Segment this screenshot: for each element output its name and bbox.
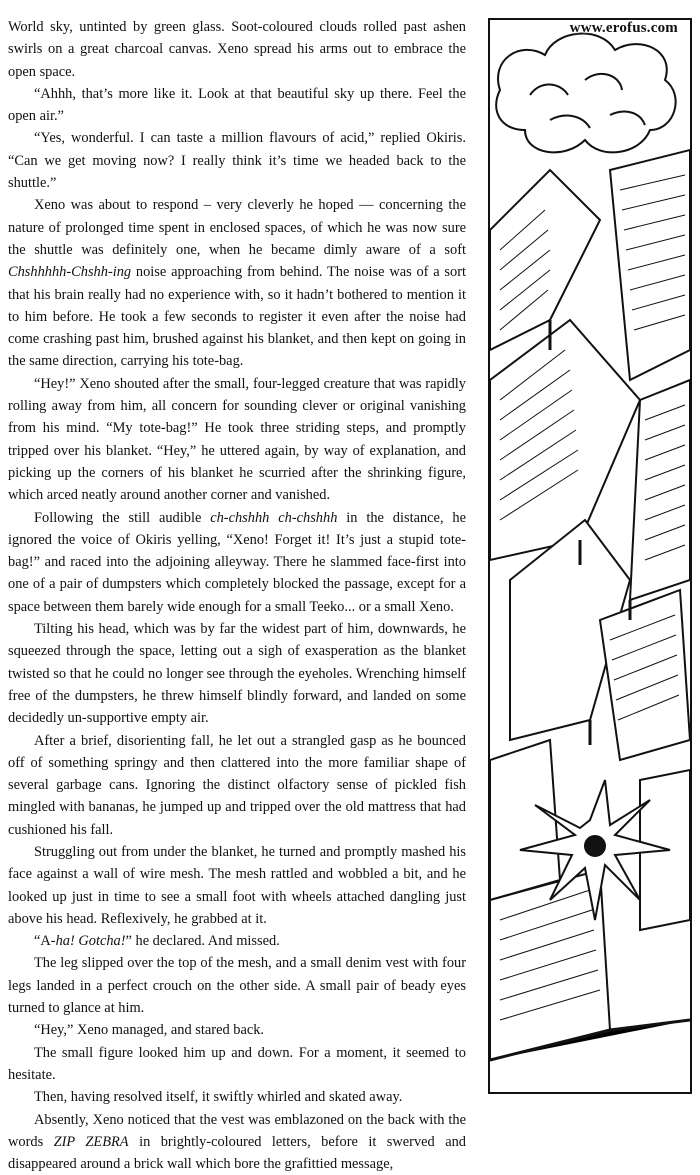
buildings-group bbox=[490, 150, 690, 1060]
story-paragraph bbox=[8, 930, 466, 952]
paragraph-text: Struggling out from under the blanket, he turned and promptly mashed his face against a wall of wire mesh. The mesh rattled and wobbled a bit, and he looked up just in time to see a small foot with wheels attached dangling just above his head. Reflexively, he grabbed at it. bbox=[8, 843, 466, 927]
story-paragraph bbox=[8, 507, 466, 618]
italic-text: ZIP ZEBRA bbox=[53, 1133, 129, 1150]
paragraph-text: The leg slipped over the top of the mesh, and a small denim vest with four legs landed in a perfect crouch on the other side. A small pair of beady eyes turned to glance at him. bbox=[8, 955, 466, 1017]
watermark: www.erofus.com bbox=[569, 20, 678, 36]
story-text bbox=[8, 16, 466, 1175]
paragraph-text: Absently, Xeno noticed that the vest was emblazoned on the back with the words bbox=[8, 1111, 466, 1150]
paragraph-text: “A- bbox=[34, 933, 56, 950]
paragraph-text: in brightly-coloured letters, before it swerved and disappeared around a brick wall which bore the grafittied message, bbox=[8, 1133, 466, 1173]
paragraph-text: “Hey!” Xeno shouted after the small, four-legged creature that was rapidly rolling away from him, all concern for sounding clever or original vanishing from his mind. “My tote-bag!” He took three striding steps, and promptly tripped over his blanket. “Hey,” he uttered again, by way of explanation, and picking up the corners of his blanket he scurried after the shrinking figure, which arced neatly around another corner and vanished. bbox=[8, 375, 466, 504]
story-paragraph bbox=[8, 16, 466, 83]
story-paragraph bbox=[8, 730, 466, 841]
paragraph-text: After a brief, disorienting fall, he let out a strangled gasp as he bounced off of something springy and then clattered into the more familiar shape of several garbage cans. Ignoring the distinct olfactory sense of pickled fish mingled with bananas, he jumped up and tripped over the old mattress that had cushioned his fall. bbox=[8, 732, 466, 838]
paragraph-text: The small figure looked him up and down. For a moment, it seemed to hesitate. bbox=[8, 1044, 466, 1083]
story-paragraph bbox=[8, 618, 466, 729]
paragraph-text: Tilting his head, which was by far the widest part of him, downwards, he squeezed through the space, letting out a sigh of exasperation as the blanket twisted so that he could no longer see through the eyeholes. Wrenching himself free of the dumpsters, he threw himself blindly forward, and landed on some decidedly un-supportive empty air. bbox=[8, 621, 466, 727]
paragraph-text: ” he declared. And missed. bbox=[125, 933, 280, 950]
paragraph-text: Xeno was about to respond – very cleverly he hoped — concerning the nature of prolonged time spent in enclosed spaces, of which he was now sure the shuttle was definitely one, when he became dimly aware of a soft bbox=[8, 197, 466, 258]
city-skyscrapers-illustration bbox=[488, 18, 692, 1094]
paragraph-text: noise approaching from behind. The noise was of a sort that his brain really had no experience with, so it hadn’t bothered to mention it to him before. He took a few seconds to register it even after the noise had come crashing past him, brushed against his blanket, and then kept on going in the same direction, carrying his tote-bag. bbox=[8, 264, 466, 370]
paragraph-text: “Hey,” Xeno managed, and stared back. bbox=[34, 1022, 265, 1039]
paragraph-text: “Yes, wonderful. I can taste a million flavours of acid,” replied Okiris. “Can we get moving now? I really think it’s time we headed back to the shuttle.” bbox=[8, 130, 466, 192]
story-paragraph bbox=[8, 952, 466, 1019]
italic-text: Chshhhhh-Chshh-ing bbox=[8, 264, 132, 281]
story-paragraph bbox=[8, 1109, 466, 1175]
paragraph-text: in the distance, he ignored the voice of Okiris yelling, “Xeno! Forget it! It’s just a stupid tote-bag!” and raced into the adjoining alleyway. There he slammed face-first into one of a pair of dumpsters which completely blocked the passage, except for a space between them barely wide enough for a small Teeko... or a small Xeno. bbox=[8, 509, 467, 615]
paragraph-text: Then, having resolved itself, it swiftly whirled and skated away. bbox=[34, 1089, 403, 1106]
story-paragraph bbox=[8, 1019, 466, 1041]
story-paragraph bbox=[8, 1042, 466, 1087]
story-paragraph bbox=[8, 194, 466, 372]
story-paragraph bbox=[8, 83, 466, 128]
paragraph-text: World sky, untinted by green glass. Soot-coloured clouds rolled past ashen swirls on a great charcoal canvas. Xeno spread his arms out to embrace the open space. bbox=[8, 19, 466, 80]
paragraph-text: “Ahhh, that’s more like it. Look at that beautiful sky up there. Feel the open air.” bbox=[8, 85, 466, 125]
story-paragraph bbox=[8, 127, 466, 194]
smoke-cloud-icon bbox=[496, 34, 675, 153]
story-paragraph bbox=[8, 1086, 466, 1108]
italic-text: ch-chshhh ch-chshhh bbox=[210, 509, 338, 526]
italic-text: ha! Gotcha! bbox=[55, 933, 126, 950]
story-paragraph bbox=[8, 841, 466, 930]
paragraph-text: Following the still audible bbox=[34, 509, 211, 526]
story-paragraph bbox=[8, 373, 466, 507]
